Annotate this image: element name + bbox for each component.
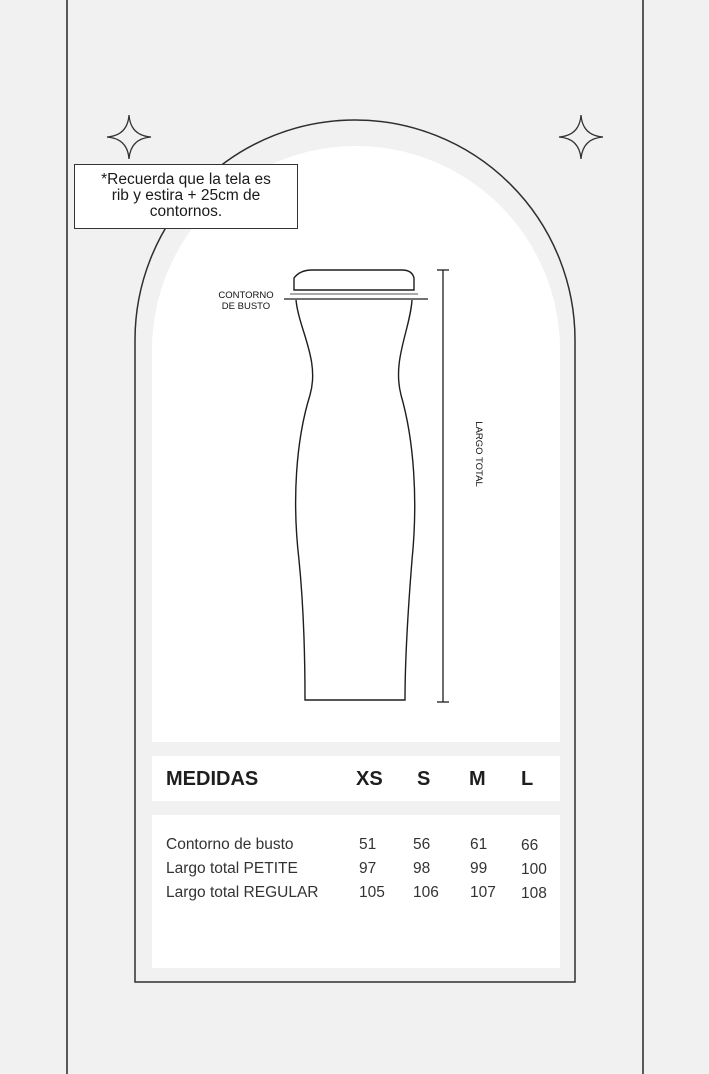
row-label-regular: Largo total REGULAR: [166, 884, 319, 901]
size-header-l: L: [521, 768, 534, 790]
cell-petite-l: 100: [521, 861, 547, 878]
cell-regular-s: 106: [413, 884, 439, 901]
dress-silhouette: [296, 300, 415, 700]
cell-petite-m: 99: [470, 860, 488, 877]
note-line-3: contornos.: [149, 203, 223, 220]
size-header-m: M: [469, 768, 486, 790]
cell-bust-m: 61: [470, 836, 488, 853]
cell-regular-m: 107: [470, 884, 496, 901]
bust-label: CONTORNO DE BUSTO: [218, 290, 274, 312]
length-label: LARGO TOTAL: [473, 421, 484, 487]
table-title: MEDIDAS: [166, 768, 259, 790]
length-measure-line: [437, 270, 449, 702]
cell-petite-s: 98: [413, 860, 431, 877]
note-line-2: rib y estira + 25cm de: [111, 187, 261, 204]
row-label-bust: Contorno de busto: [166, 836, 294, 853]
size-header-s: S: [417, 768, 431, 790]
cell-regular-xs: 105: [359, 884, 385, 901]
cell-regular-l: 108: [521, 885, 547, 902]
cell-bust-l: 66: [521, 837, 539, 854]
size-header-xs: XS: [356, 768, 383, 790]
cell-petite-xs: 97: [359, 860, 377, 877]
row-label-petite: Largo total PETITE: [166, 860, 298, 877]
note-line-1: *Recuerda que la tela es: [101, 171, 271, 188]
bust-measure-line: [284, 294, 428, 299]
dress-neckline: [294, 270, 414, 290]
cell-bust-s: 56: [413, 836, 431, 853]
cell-bust-xs: 51: [359, 836, 377, 853]
